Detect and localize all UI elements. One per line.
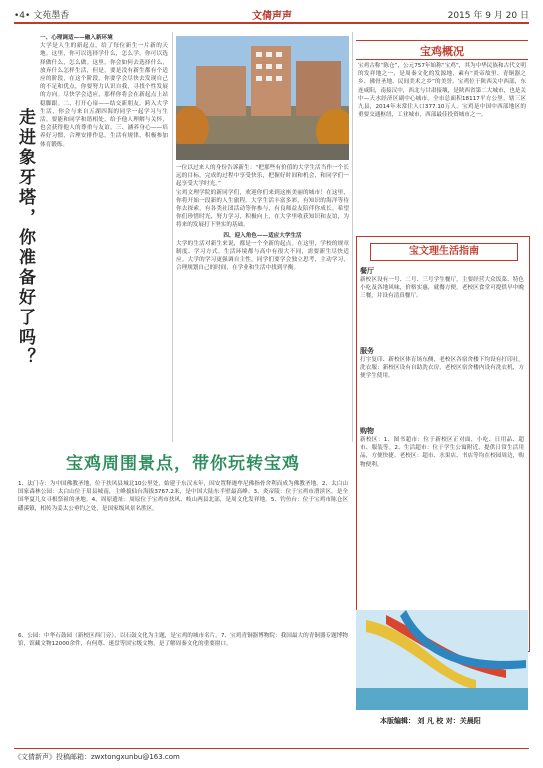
footer-rule	[14, 748, 529, 749]
middle-body: 宝鸡文理学院的新同学们，欢迎你们来到这座美丽的城市！在这里，你将开始一段新的人生旅程。大学生活丰富多彩，有知识的海洋等待你去探索，有各类社团活动等你参与，有良师益友陪伴你成长。希望你们珍惜时光，努力学习，积极向上，在大学里收获知识和友谊，为将来的发展打下坚实的基础。	[176, 189, 349, 229]
guide-service-text: 打字复印、新校区体育场东侧，老校区各宿舍楼下均设有打印社。洗衣服：新校区设有自助洗衣房，老校区宿舍楼内设有洗衣机，方便学生使用。	[360, 357, 524, 380]
header-rule	[14, 22, 529, 24]
middle-section-heading: 四、迎入角色——适应大学生活	[223, 232, 302, 239]
water-park-photo	[356, 610, 528, 710]
scenic-spots-right-text: 6、公园：中华石鼓园（新校区西门旁），以石鼓文化为主题，是宝鸡的城市名片。7、宝鸡青铜器博物院：我国最大的青铜器专题博物馆，馆藏文物12000余件，有何尊、逨盘等国宝级文物，是了解周秦文化的重要窗口。	[18, 633, 348, 648]
left-column-text	[40, 34, 168, 434]
guide-section-dining: 餐厅	[360, 267, 374, 275]
column-divider-2	[352, 32, 353, 442]
editors-credit: 本版编辑： 刘 凡 校 对：关晨阳	[380, 717, 481, 725]
middle-column-text	[176, 164, 349, 436]
guide-dining-text: 新校区设有一号、二号、三号学生餐厅，主要经营大众饭菜、特色小吃及各地风味，价格实惠，就餐方便。老校区食堂可提供早中晚三餐，并设有清真餐厅。	[360, 277, 524, 300]
scenic-spots-title: 宝鸡周围景点，带你玩转宝鸡	[66, 454, 300, 474]
left-body: 大学是人生的新起点，给了每位新生一片新的天地。这里，你可以选择学什么，怎么学，你可以选择做什么，怎么做。这里，你会如何去选择什么，放弃什么怎样生活，但是，要是没有新生都有个适应的阶段，在这个阶段，你要学会尽快去发现自己的不足和优点，你要努力认识自我，寻找个性发展的方向。尽快学会适应，那样你将会在新起点上站稳脚跟。二、打开心扉——结交新朋友。跨入大学生活，你会与来自五湖四海的同学一起学习与生活。要能和同学和谐相处，给予他人理解与关怀，也会获得他人的尊重与友谊。三、涵养身心——培养好习惯，合理安排作息，生活有规律，积极参加体育锻炼。	[40, 43, 168, 148]
photo-caption: 一位以过来人的身份告诉新生：“把那些有价值的大学生活当作一个长远的目标，完成的过程中享受快乐，把握好时间和机会，和同学们一起享受大学时光。”	[176, 165, 349, 188]
middle-body-2: 大学的生活对新生来说，都是一个全新的起点。在这里，学校的规章制度、学习方式、生活环境都与高中有很大不同，需要新生尽快适应。大学的学习更强调自主性，同学们要学会独立思考，主动学习，合理规划自己的时间，在学业和生活中找到平衡。	[176, 240, 349, 272]
guide-section-service: 服务	[360, 347, 374, 355]
baoji-overview-text: 宝鸡古称“陈仓”，公元757年始称“宝鸡”，其为中华民族和古代文明的发祥地之一，是周秦文化的发源地，素有“炎帝故里、青铜器之乡、佛骨圣地、民间美术之乡”的美誉。宝鸡位于陕西关中西部，东连咸阳，南接汉中，西北与甘肃接壤，是陕西省第二大城市，也是关中—天水经济区副中心城市。全市总面积18117平方公里，辖三区九县，2014年末常住人口377.10万人。宝鸡是中国中西部地区的重要交通枢纽，工业城市，西部最佳投资城市之一。	[358, 63, 526, 119]
scenic-spots-left-text: 1、法门寺：为中国佛教圣地，位于扶风县城北10公里处，始建于东汉末年，因安置释迦牟尼佛指骨舍利而成为佛教圣地。2、太白山国家森林公园：太白山位于眉县城南，主峰拔仙台海拔3767.2米，是中国大陆东半壁最高峰。3、炎帝陵：位于宝鸡市渭滨区，是全国华夏儿女寻根祭祖的圣地。4、周原遗址：周原位于宝鸡市扶风、岐山两县北部，是周文化发祥地。5、钓鱼台：位于宝鸡市陈仓区磻溪镇，相传为姜太公垂钓之处，是国家级风景名胜区。	[18, 481, 348, 512]
vertical-headline: 走进象牙塔，你准备好了吗？	[15, 108, 35, 368]
life-guide-title: 宝文理生活指南	[370, 243, 518, 261]
header-masthead: 文倩声声	[252, 11, 292, 22]
guide-section-shopping: 购物	[360, 427, 374, 435]
baoji-overview-banner	[356, 40, 528, 60]
baoji-overview-title: 宝鸡概况	[420, 45, 464, 58]
header-left: •4• 文苑墨香	[14, 11, 70, 21]
guide-shopping-text: 新校区：1、图书超市：位于新校区正对面，小吃、日用品、超市、服装等。2、生活超市：位于学生公寓附近，提供日常生活用品，方便快捷。老校区：超市、水果店、书店等均在校园周边，购物便利。	[360, 437, 524, 468]
header-date: 2015 年 9 月 20 日	[447, 11, 529, 21]
page-header	[0, 0, 543, 26]
page-footer	[14, 752, 529, 762]
left-section-heading: 一、心理调适——融入新环境	[40, 35, 113, 41]
column-divider	[172, 32, 173, 442]
footer-email: 《文倩新声》投稿邮箱：zwxtongxunbu@163.com	[14, 753, 180, 761]
scenic-spots-banner	[18, 446, 348, 474]
campus-photo	[176, 36, 349, 160]
